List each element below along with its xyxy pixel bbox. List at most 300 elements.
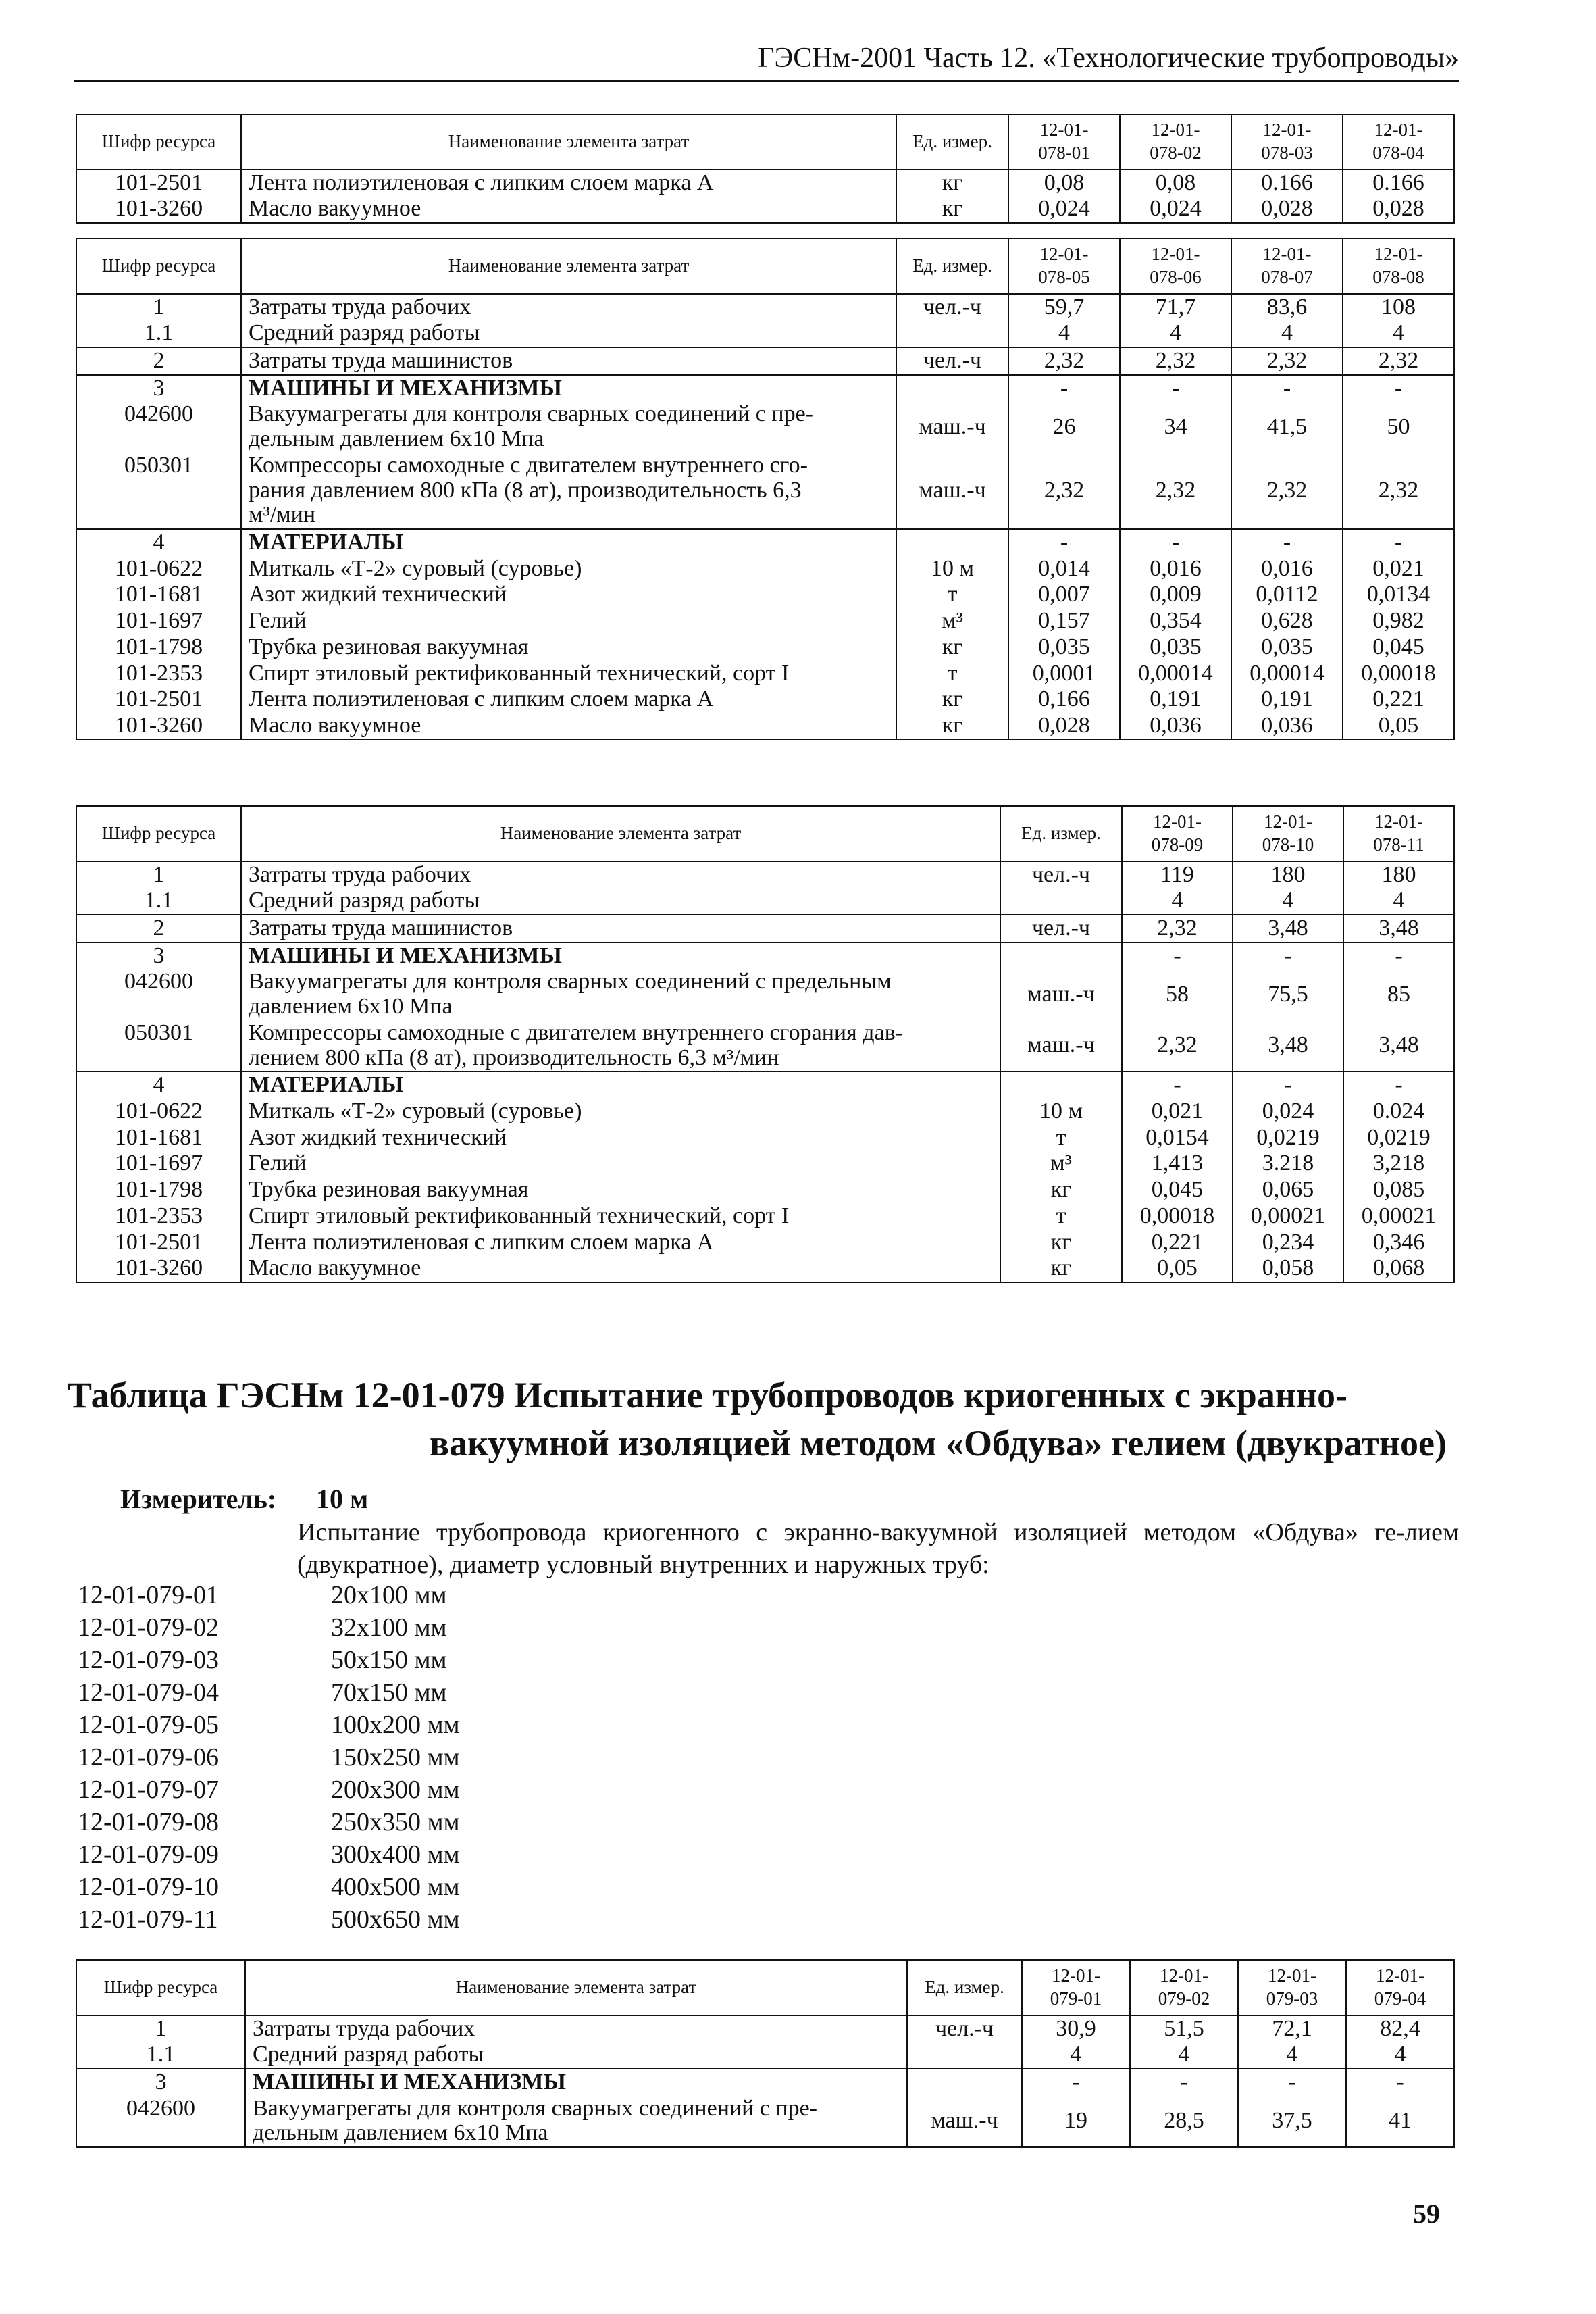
meter-value: 10 м — [316, 1484, 369, 1514]
norm-value-cell: 2,32 — [1231, 347, 1343, 375]
norm-value-cell: - — [1343, 529, 1454, 556]
unit-cell: м³ — [1000, 1151, 1122, 1177]
norm-value-cell: 0,068 — [1343, 1255, 1454, 1282]
norm-value-cell: 83,6 — [1231, 294, 1343, 321]
table-row — [76, 1020, 1454, 1072]
unit-cell: кг — [1000, 1177, 1122, 1203]
cost-item-name-cell: Вакуумагрегаты для контроля сварных соединений с пре- дельным давлением 6х10 Мпа — [245, 2096, 907, 2147]
resource-code-cell: 101-1798 — [76, 634, 241, 661]
cost-item-name-cell: Компрессоры самоходные с двигателем внутреннего сгорания дав- лением 800 кПа (8 ат), производительность 6,3 м³/мин — [241, 1020, 1000, 1072]
norm-value-cell: 0,016 — [1120, 556, 1231, 582]
norm-value-cell: 85 — [1343, 969, 1454, 1020]
meter-label: Измеритель: — [120, 1484, 277, 1514]
unit-cell: маш.-ч — [907, 2096, 1022, 2147]
cost-item-name-cell: Затраты труда машинистов — [241, 915, 1000, 942]
header-code: Шифр ресурса — [76, 806, 241, 861]
header-code: Шифр ресурса — [76, 238, 241, 294]
table-row — [76, 1099, 1454, 1125]
unit-cell: кг — [896, 713, 1008, 740]
table-row — [76, 401, 1454, 452]
table-row — [76, 1203, 1454, 1230]
norm-value-cell: 0,08 — [1008, 170, 1120, 197]
resource-code-cell: 3 — [76, 375, 241, 402]
norm-value-cell: 0,024 — [1233, 1099, 1343, 1125]
norm-value-cell: 50 — [1343, 401, 1454, 452]
norm-value-cell: 0,00021 — [1343, 1203, 1454, 1230]
norm-value-cell: 0,191 — [1120, 686, 1231, 713]
norm-value-cell: 4 — [1122, 888, 1233, 915]
resource-code-cell: 101-1697 — [76, 608, 241, 634]
resource-code-cell: 101-2501 — [76, 170, 241, 197]
norm-value-cell: 108 — [1343, 294, 1454, 321]
header-norm-column: 12-01- 078-05 — [1008, 238, 1120, 294]
table-row — [76, 1177, 1454, 1203]
norm-value-cell: - — [1343, 942, 1454, 970]
unit-cell: кг — [1000, 1230, 1122, 1256]
cost-item-name-cell: Спирт этиловый ректификованный технический, сорт I — [241, 1203, 1000, 1230]
norm-value-cell: 0,024 — [1008, 196, 1120, 223]
table-header-row — [76, 238, 1454, 294]
unit-cell — [907, 2069, 1022, 2096]
table-row — [76, 582, 1454, 608]
norm-value-cell: 0,036 — [1231, 713, 1343, 740]
cost-item-name-cell: МАТЕРИАЛЫ — [241, 529, 896, 556]
table-row — [76, 294, 1454, 321]
variant-size: 100х200 мм — [331, 1711, 460, 1739]
header-name: Наименование элемента затрат — [245, 1960, 907, 2015]
header-norm-column: 12-01- 078-07 — [1231, 238, 1343, 294]
norm-value-cell: 0,028 — [1343, 196, 1454, 223]
table-row — [76, 2042, 1454, 2069]
resource-code-cell: 1.1 — [76, 2042, 245, 2069]
cost-item-name-cell: Миткаль «Т-2» суровый (суровье) — [241, 556, 896, 582]
resource-code-cell: 101-0622 — [76, 556, 241, 582]
work-description: Испытание трубопровода криогенного с экранно-вакуумной изоляцией методом «Обдува» ге-лием (двукратное), диаметр условный внутренних и наружных труб: — [297, 1518, 1459, 1579]
norm-value-cell: 2,32 — [1343, 347, 1454, 375]
header-norm-column: 12-01- 078-10 — [1233, 806, 1343, 861]
norm-value-cell: 4 — [1346, 2042, 1454, 2069]
resource-code-cell: 4 — [76, 529, 241, 556]
header-code: Шифр ресурса — [76, 1960, 245, 2015]
cost-item-name-cell: Вакуумагрегаты для контроля сварных соединений с пре- дельным давлением 6х10 Мпа — [241, 401, 896, 452]
resource-code-cell: 1 — [76, 861, 241, 888]
table-row — [76, 686, 1454, 713]
norm-value-cell: 0,0219 — [1233, 1125, 1343, 1151]
header-name: Наименование элемента затрат — [241, 806, 1000, 861]
resource-table-078-05-08 — [76, 238, 1455, 740]
resource-code-cell: 1 — [76, 294, 241, 321]
header-name: Наименование элемента затрат — [241, 114, 896, 170]
variant-item — [78, 1741, 460, 1774]
norm-value-cell: 4 — [1120, 320, 1231, 347]
table-row — [76, 1125, 1454, 1151]
resource-code-cell: 050301 — [76, 1020, 241, 1072]
variant-size: 70х150 мм — [331, 1678, 447, 1707]
norm-value-cell: 2,32 — [1122, 915, 1233, 942]
cost-item-name-cell: МАШИНЫ И МЕХАНИЗМЫ — [241, 375, 896, 402]
norm-value-cell: - — [1238, 2069, 1346, 2096]
resource-table-079-01-04 — [76, 1959, 1455, 2148]
unit-cell: маш.-ч — [1000, 969, 1122, 1020]
unit-cell — [1000, 942, 1122, 970]
norm-value-cell: 0,065 — [1233, 1177, 1343, 1203]
cost-item-name-cell: Затраты труда рабочих — [241, 294, 896, 321]
resource-code-cell: 3 — [76, 2069, 245, 2096]
norm-value-cell: 0,166 — [1008, 686, 1120, 713]
cost-item-name-cell: Азот жидкий технический — [241, 1125, 1000, 1151]
cost-item-name-cell: МАШИНЫ И МЕХАНИЗМЫ — [245, 2069, 907, 2096]
variant-item — [78, 1903, 460, 1936]
norm-value-cell: 3,218 — [1343, 1151, 1454, 1177]
resource-code-cell: 3 — [76, 942, 241, 970]
variant-code: 12-01-079-11 — [78, 1905, 218, 1934]
variant-code: 12-01-079-08 — [78, 1808, 219, 1836]
unit-cell: 10 м — [896, 556, 1008, 582]
norm-value-cell: 4 — [1008, 320, 1120, 347]
norm-value-cell: 0,0154 — [1122, 1125, 1233, 1151]
resource-table-078-09-11 — [76, 805, 1455, 1283]
table-row — [76, 861, 1454, 888]
norm-value-cell: 1,413 — [1122, 1151, 1233, 1177]
norm-value-cell: 0,009 — [1120, 582, 1231, 608]
variant-code: 12-01-079-10 — [78, 1873, 219, 1901]
cost-item-name-cell: Затраты труда рабочих — [241, 861, 1000, 888]
unit-cell: чел.-ч — [1000, 915, 1122, 942]
norm-value-cell: 0,0134 — [1343, 582, 1454, 608]
unit-cell — [907, 2042, 1022, 2069]
unit-cell — [1000, 1072, 1122, 1099]
norm-value-cell: 51,5 — [1130, 2015, 1238, 2042]
norm-value-cell: 0,014 — [1008, 556, 1120, 582]
table-header-row — [76, 1960, 1454, 2015]
variant-item — [78, 1806, 460, 1838]
table-row — [76, 453, 1454, 529]
unit-cell: т — [896, 661, 1008, 687]
norm-value-cell: 0,628 — [1231, 608, 1343, 634]
cost-item-name-cell: Затраты труда рабочих — [245, 2015, 907, 2042]
variant-code: 12-01-079-06 — [78, 1743, 219, 1771]
norm-value-cell: 0,05 — [1343, 713, 1454, 740]
norm-value-cell: 2,32 — [1120, 453, 1231, 529]
norm-value-cell: 41,5 — [1231, 401, 1343, 452]
norm-value-cell: 75,5 — [1233, 969, 1343, 1020]
table-row — [76, 170, 1454, 197]
header-norm-column: 12-01- 078-01 — [1008, 114, 1120, 170]
norm-value-cell: 0,035 — [1231, 634, 1343, 661]
resource-code-cell: 050301 — [76, 453, 241, 529]
norm-value-cell: 0,085 — [1343, 1177, 1454, 1203]
unit-cell — [1000, 888, 1122, 915]
norm-value-cell: 28,5 — [1130, 2096, 1238, 2147]
table-row — [76, 347, 1454, 375]
header-norm-column: 12-01- 079-01 — [1022, 1960, 1130, 2015]
norm-value-cell: 3,48 — [1233, 1020, 1343, 1072]
norm-value-cell: 0,982 — [1343, 608, 1454, 634]
unit-cell: кг — [1000, 1255, 1122, 1282]
header-norm-column: 12-01- 078-02 — [1120, 114, 1231, 170]
cost-item-name-cell: Миткаль «Т-2» суровый (суровье) — [241, 1099, 1000, 1125]
variant-code: 12-01-079-02 — [78, 1613, 219, 1642]
cost-item-name-cell: МАШИНЫ И МЕХАНИЗМЫ — [241, 942, 1000, 970]
table-row — [76, 2096, 1454, 2147]
norm-value-cell: 4 — [1343, 888, 1454, 915]
norm-value-cell: 3.218 — [1233, 1151, 1343, 1177]
resource-code-cell: 101-1681 — [76, 1125, 241, 1151]
resource-code-cell: 042600 — [76, 969, 241, 1020]
norm-value-cell: 72,1 — [1238, 2015, 1346, 2042]
table-title-line-2: вакуумной изоляцией методом «Обдува» гелием (двукратное) — [429, 1423, 1447, 1464]
table-title — [68, 1372, 1459, 1468]
table-header-row — [76, 806, 1454, 861]
variant-size: 150х250 мм — [331, 1743, 460, 1771]
norm-value-cell: 0,021 — [1122, 1099, 1233, 1125]
variant-code: 12-01-079-03 — [78, 1646, 219, 1674]
resource-code-cell: 101-0622 — [76, 1099, 241, 1125]
unit-cell: 10 м — [1000, 1099, 1122, 1125]
norm-value-cell: 0,021 — [1343, 556, 1454, 582]
norm-value-cell: - — [1233, 942, 1343, 970]
variant-code: 12-01-079-09 — [78, 1840, 219, 1869]
variant-code: 12-01-079-05 — [78, 1711, 219, 1739]
cost-item-name-cell: Гелий — [241, 1151, 1000, 1177]
cost-item-name-cell: Затраты труда машинистов — [241, 347, 896, 375]
header-unit: Ед. измер. — [896, 238, 1008, 294]
table-row — [76, 888, 1454, 915]
table-row — [76, 942, 1454, 970]
header-norm-column: 12-01- 078-06 — [1120, 238, 1231, 294]
resource-code-cell: 101-2501 — [76, 1230, 241, 1256]
variant-item — [78, 1709, 460, 1741]
norm-value-cell: 0,00018 — [1343, 661, 1454, 687]
norm-value-cell: - — [1008, 375, 1120, 402]
header-unit: Ед. измер. — [1000, 806, 1122, 861]
variant-size: 50х150 мм — [331, 1646, 447, 1674]
header-unit: Ед. измер. — [896, 114, 1008, 170]
norm-value-cell: 4 — [1130, 2042, 1238, 2069]
variant-item — [78, 1774, 460, 1806]
cost-item-name-cell: Гелий — [241, 608, 896, 634]
norm-value-cell: 0,016 — [1231, 556, 1343, 582]
variant-list — [78, 1579, 460, 1936]
resource-code-cell: 2 — [76, 347, 241, 375]
unit-cell — [896, 375, 1008, 402]
norm-value-cell: 19 — [1022, 2096, 1130, 2147]
norm-value-cell: 180 — [1343, 861, 1454, 888]
cost-item-name-cell: Вакуумагрегаты для контроля сварных соединений с предельным давлением 6х10 Мпа — [241, 969, 1000, 1020]
norm-value-cell: 0,024 — [1120, 196, 1231, 223]
header-code: Шифр ресурса — [76, 114, 241, 170]
norm-value-cell: 4 — [1238, 2042, 1346, 2069]
table-title-line-1: Таблица ГЭСНм 12-01-079 Испытание трубопроводов криогенных с экранно- — [68, 1375, 1348, 1415]
resource-code-cell: 101-1697 — [76, 1151, 241, 1177]
cost-item-name-cell: Лента полиэтиленовая с липким слоем марка А — [241, 170, 896, 197]
variant-item — [78, 1871, 460, 1903]
norm-value-cell: 0,234 — [1233, 1230, 1343, 1256]
variant-size: 200х300 мм — [331, 1776, 460, 1804]
header-norm-column: 12-01- 078-04 — [1343, 114, 1454, 170]
norm-value-cell: 4 — [1343, 320, 1454, 347]
table-row — [76, 2069, 1454, 2096]
norm-value-cell: 0,045 — [1122, 1177, 1233, 1203]
table-row — [76, 713, 1454, 740]
variant-size: 400х500 мм — [331, 1873, 460, 1901]
norm-value-cell: 0,036 — [1120, 713, 1231, 740]
resource-code-cell: 101-2353 — [76, 1203, 241, 1230]
cost-item-name-cell: МАТЕРИАЛЫ — [241, 1072, 1000, 1099]
cost-item-name-cell: Компрессоры самоходные с двигателем внутреннего сго- рания давлением 800 кПа (8 ат), производительность 6,3 м³/мин — [241, 453, 896, 529]
table-row — [76, 2015, 1454, 2042]
norm-value-cell: 2,32 — [1008, 453, 1120, 529]
cost-item-name-cell: Масло вакуумное — [241, 196, 896, 223]
norm-value-cell: - — [1233, 1072, 1343, 1099]
resource-code-cell: 101-3260 — [76, 196, 241, 223]
norm-value-cell: 71,7 — [1120, 294, 1231, 321]
norm-value-cell: 3,48 — [1343, 1020, 1454, 1072]
table-row — [76, 969, 1454, 1020]
unit-cell — [896, 320, 1008, 347]
table-row — [76, 196, 1454, 223]
norm-value-cell: 82,4 — [1346, 2015, 1454, 2042]
header-unit: Ед. измер. — [907, 1960, 1022, 2015]
resource-code-cell: 101-1798 — [76, 1177, 241, 1203]
unit-cell: чел.-ч — [896, 347, 1008, 375]
table-row — [76, 556, 1454, 582]
norm-value-cell: 0,157 — [1008, 608, 1120, 634]
variant-item — [78, 1579, 460, 1611]
cost-item-name-cell: Трубка резиновая вакуумная — [241, 634, 896, 661]
norm-value-cell: 0,058 — [1233, 1255, 1343, 1282]
table-row — [76, 634, 1454, 661]
cost-item-name-cell: Спирт этиловый ректификованный технический, сорт I — [241, 661, 896, 687]
norm-value-cell: 0,035 — [1008, 634, 1120, 661]
table-row — [76, 529, 1454, 556]
norm-value-cell: 0,354 — [1120, 608, 1231, 634]
norm-value-cell: 3,48 — [1343, 915, 1454, 942]
table-row — [76, 1230, 1454, 1256]
cost-item-name-cell: Средний разряд работы — [245, 2042, 907, 2069]
cost-item-name-cell: Средний разряд работы — [241, 320, 896, 347]
norm-value-cell: 0,007 — [1008, 582, 1120, 608]
norm-value-cell: - — [1130, 2069, 1238, 2096]
norm-value-cell: - — [1231, 375, 1343, 402]
meter-line — [120, 1483, 368, 1515]
norm-value-cell: 0,028 — [1231, 196, 1343, 223]
norm-value-cell: - — [1346, 2069, 1454, 2096]
table-row — [76, 1255, 1454, 1282]
norm-value-cell: 2,32 — [1122, 1020, 1233, 1072]
unit-cell: чел.-ч — [907, 2015, 1022, 2042]
norm-value-cell: 3,48 — [1233, 915, 1343, 942]
norm-value-cell: 0.166 — [1343, 170, 1454, 197]
unit-cell: маш.-ч — [896, 401, 1008, 452]
norm-value-cell: - — [1343, 375, 1454, 402]
norm-value-cell: - — [1122, 942, 1233, 970]
norm-value-cell: 0,00014 — [1120, 661, 1231, 687]
variant-code: 12-01-079-01 — [78, 1581, 219, 1609]
cost-item-name-cell: Лента полиэтиленовая с липким слоем марка А — [241, 1230, 1000, 1256]
norm-value-cell: 58 — [1122, 969, 1233, 1020]
norm-value-cell: 0,0001 — [1008, 661, 1120, 687]
header-norm-column: 12-01- 079-03 — [1238, 1960, 1346, 2015]
norm-value-cell: 0,346 — [1343, 1230, 1454, 1256]
table-row — [76, 915, 1454, 942]
norm-value-cell: 0,05 — [1122, 1255, 1233, 1282]
variant-size: 300х400 мм — [331, 1840, 460, 1869]
header-norm-column: 12-01- 079-04 — [1346, 1960, 1454, 2015]
variant-size: 250х350 мм — [331, 1808, 460, 1836]
table-row — [76, 320, 1454, 347]
norm-value-cell: 2,32 — [1120, 347, 1231, 375]
norm-value-cell: - — [1122, 1072, 1233, 1099]
norm-value-cell: - — [1022, 2069, 1130, 2096]
norm-value-cell: 0,08 — [1120, 170, 1231, 197]
resource-code-cell: 1 — [76, 2015, 245, 2042]
norm-value-cell: 26 — [1008, 401, 1120, 452]
resource-code-cell: 1.1 — [76, 320, 241, 347]
norm-value-cell: 180 — [1233, 861, 1343, 888]
norm-value-cell: 2,32 — [1008, 347, 1120, 375]
resource-code-cell: 101-3260 — [76, 1255, 241, 1282]
norm-value-cell: 0,00014 — [1231, 661, 1343, 687]
variant-size: 500х650 мм — [331, 1905, 460, 1934]
unit-cell: кг — [896, 170, 1008, 197]
norm-value-cell: - — [1120, 375, 1231, 402]
norm-value-cell: 2,32 — [1231, 453, 1343, 529]
norm-value-cell: - — [1343, 1072, 1454, 1099]
unit-cell — [896, 529, 1008, 556]
unit-cell: чел.-ч — [1000, 861, 1122, 888]
norm-value-cell: 0,0112 — [1231, 582, 1343, 608]
norm-value-cell: 4 — [1022, 2042, 1130, 2069]
norm-value-cell: 37,5 — [1238, 2096, 1346, 2147]
norm-value-cell: 41 — [1346, 2096, 1454, 2147]
norm-value-cell: - — [1008, 529, 1120, 556]
unit-cell: чел.-ч — [896, 294, 1008, 321]
resource-code-cell: 101-1681 — [76, 582, 241, 608]
norm-value-cell: 0,191 — [1231, 686, 1343, 713]
resource-table-078-01-04 — [76, 114, 1455, 224]
resource-code-cell: 101-2353 — [76, 661, 241, 687]
header-norm-column: 12-01- 078-11 — [1343, 806, 1454, 861]
norm-value-cell: 0,00021 — [1233, 1203, 1343, 1230]
norm-value-cell: 119 — [1122, 861, 1233, 888]
resource-code-cell: 042600 — [76, 401, 241, 452]
unit-cell: кг — [896, 634, 1008, 661]
header-norm-column: 12-01- 078-09 — [1122, 806, 1233, 861]
norm-value-cell: 59,7 — [1008, 294, 1120, 321]
norm-value-cell: 0,028 — [1008, 713, 1120, 740]
resource-code-cell: 101-3260 — [76, 713, 241, 740]
norm-value-cell: 34 — [1120, 401, 1231, 452]
variant-size: 20х100 мм — [331, 1581, 447, 1609]
norm-value-cell: 0,045 — [1343, 634, 1454, 661]
page-number: 59 — [1413, 2198, 1440, 2229]
norm-value-cell: 0,221 — [1343, 686, 1454, 713]
norm-value-cell: - — [1120, 529, 1231, 556]
resource-code-cell: 4 — [76, 1072, 241, 1099]
unit-cell: т — [896, 582, 1008, 608]
resource-code-cell: 101-2501 — [76, 686, 241, 713]
norm-value-cell: 0,00018 — [1122, 1203, 1233, 1230]
norm-value-cell: 4 — [1233, 888, 1343, 915]
table-row — [76, 1072, 1454, 1099]
header-norm-column: 12-01- 079-02 — [1130, 1960, 1238, 2015]
table-row — [76, 375, 1454, 402]
running-header: ГЭСНм-2001 Часть 12. «Технологические трубопроводы» — [74, 42, 1459, 82]
cost-item-name-cell: Масло вакуумное — [241, 1255, 1000, 1282]
table-row — [76, 661, 1454, 687]
norm-value-cell: 0,221 — [1122, 1230, 1233, 1256]
